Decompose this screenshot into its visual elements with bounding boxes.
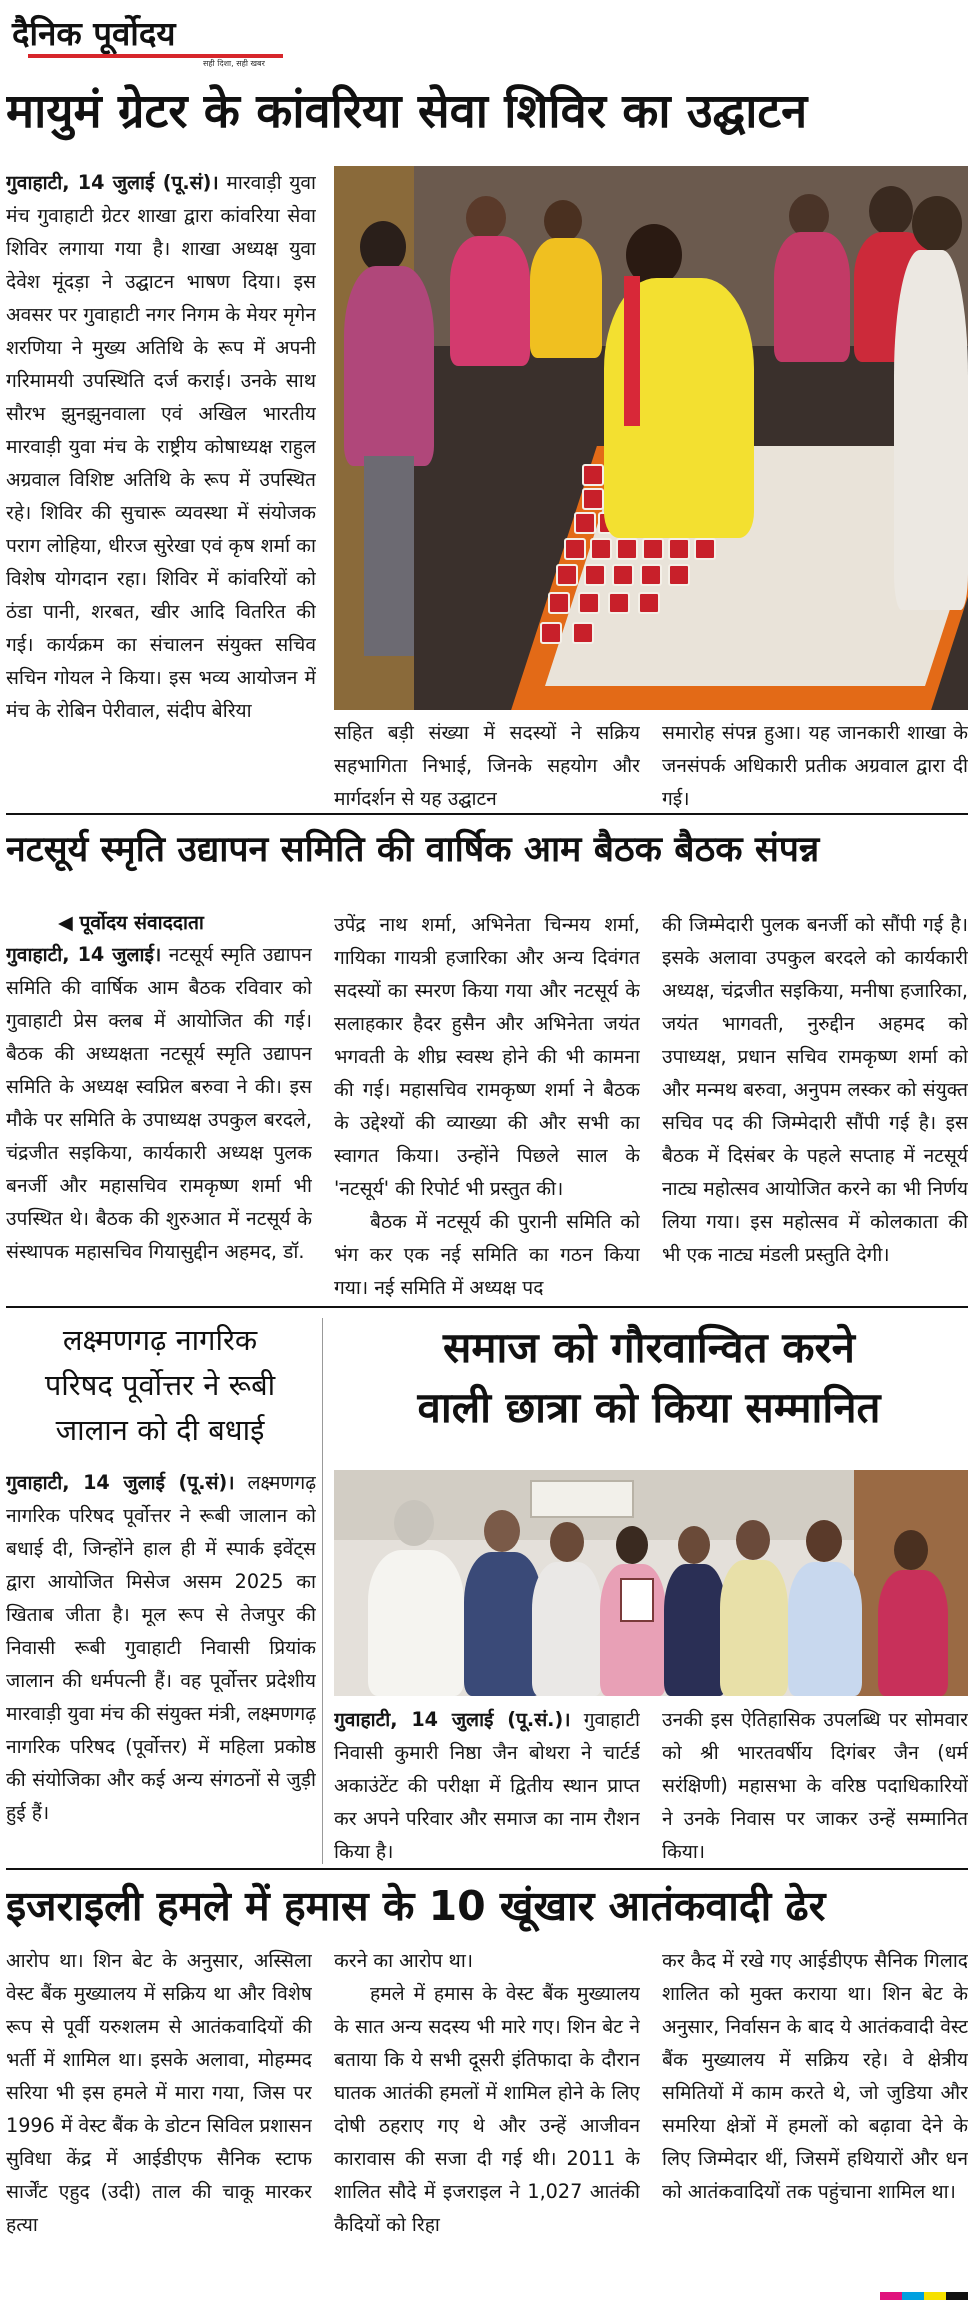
masthead-tagline: सही दिशा, सही खबर bbox=[203, 59, 265, 68]
story4-dateline: गुवाहाटी, 14 जुलाई (पू.सं.)। bbox=[334, 1708, 571, 1731]
story2-byline-text: पूर्वोदय संवाददाता bbox=[79, 911, 204, 934]
story2-col3: की जिम्मेदारी पुलक बनर्जी को सौंपी गई है। इसके अलावा उपकुल बरदले को कार्यकारी अध्यक्ष, चंद्रजीत सइकिया, मनीषा हजारिका, जयंत भागवती, नुरुद्दीन अहमद को उपाध्यक्ष, प्रधान सचिव रामकृष्ण शर्मा को और मन्मथ बरुवा, अनुपम लस्कर को संयुक्त सचिव पद की जिम्मेदारी सौंपी गई है। इस बैठक में दिसंबर के पहले सप्ताह में नटसूर्य नाट्य महोत्सव आयोजित करने का भी निर्णय लिया गया। इस महोत्सव में कोलकाता की भी एक नाट्य मंडली प्रस्तुति देगी। bbox=[662, 913, 968, 1266]
story5-col3: कर कैद में रखे गए आईडीएफ सैनिक गिलाद शालित को मुक्त कराया था। शिन बेट के अनुसार, निर्वासन के बाद ये आतंकवादी वेस्ट बैंक मुख्यालय में सक्रिय रहे। वे क्षेत्रीय समितियों में काम करते थे, जो जुडिया और समरिया क्षेत्रों में हमलों को बढ़ावा देने के लिए जिम्मेदार थीं, जिसमें हथियारों और धन को आतंकवादियों तक पहुंचाना शामिल था। bbox=[662, 1949, 968, 2203]
story5-headline: इजराइली हमले में हमास के 10 खूंखार आतंकवादी ढेर bbox=[6, 1882, 826, 1930]
story5-col1: आरोप था। शिन बेट के अनुसार, अस्सिला वेस्ट बैंक मुख्यालय में सक्रिय था और विशेष रूप से पूर्वी यरुशलम से आतंकवादियों की भर्ती में शामिल था। इसके अलावा, मोहम्मद सरिया भी इस हमले में मारा गया, जिस पर 1996 में वेस्ट बैंक के डोटन सिविल प्रशासन सुविधा केंद्र में आईडीएफ सैनिक स्टाफ सार्जेंट एहुद (उदी) ताल की चाकू मारकर हत्या bbox=[6, 1949, 312, 2236]
story5-col2 bbox=[334, 1944, 640, 2278]
story3-headline-line3: जालान को दी बधाई bbox=[55, 1413, 265, 1447]
divider bbox=[6, 813, 968, 815]
column-rule bbox=[322, 1318, 323, 1864]
story3-body-text: लक्ष्मणगढ़ नागरिक परिषद पूर्वोत्तर ने रूबी जालान को बधाई दी, जिन्होंने हाल ही में स्पार्क इवेंट्स द्वारा आयोजित मिसेज असम 2025 का खिताब जीता है। मूल रूप से तेजपुर की निवासी रूबी गुवाहाटी निवासी प्रियांक जालान की धर्मपत्नी हैं। वह पूर्वोत्तर प्रदेशीय मारवाड़ी युवा मंच की संयुक्त मंत्री, लक्ष्मणगढ़ नागरिक परिषद (पूर्वोत्तर) में महिला प्रकोष्ठ की संयोजिका और कई अन्य संगठनों से जुड़ी हुई हैं। bbox=[6, 1471, 316, 1824]
story2-col1-text: नटसूर्य स्मृति उद्यापन समिति की वार्षिक आम बैठक रविवार को गुवाहाटी प्रेस क्लब में आयोजित की गई। बैठक की अध्यक्षता नटसूर्य स्मृति उद्यापन समिति के अध्यक्ष स्वप्निल बरुवा ने की। इस मौके पर समिति के उपाध्यक्ष उपकुल बरदले, चंद्रजीत सइकिया, कार्यकारी अध्यक्ष पुलक बनर्जी और महासचिव रामकृष्ण शर्मा भी उपस्थित थे। बैठक की शुरुआत में नटसूर्य के संस्थापक महासचिव गियासुद्दीन अहमद, डॉ. bbox=[6, 943, 312, 1263]
registration-marks bbox=[880, 2292, 970, 2300]
caret-icon: ◀ bbox=[58, 911, 73, 934]
divider bbox=[6, 1306, 968, 1308]
story1-col1 bbox=[6, 166, 316, 806]
story3-headline-line1: लक्ष्मणगढ़ नागरिक bbox=[62, 1323, 258, 1357]
story3-body bbox=[6, 1466, 316, 1864]
story2-byline bbox=[58, 908, 318, 938]
story5-col2a: करने का आरोप था। bbox=[334, 1949, 474, 1972]
story2-col2a: उपेंद्र नाथ शर्मा, अभिनेता चिन्मय शर्मा, गायिका गायत्री हजारिका और अन्य दिवंगत सदस्यों का स्मरण किया गया और नटसूर्य के सलाहकार हैदर हुसैन और अभिनेता जयंत भगवती के शीघ्र स्वस्थ होने की भी कामना की गई। महासचिव रामकृष्ण शर्मा ने बैठक के उद्देश्यों की व्याख्या की और सभी का स्वागत किया। उन्होंने पिछले साल के 'नटसूर्य' की रिपोर्ट भी प्रस्तुत की। bbox=[334, 913, 640, 1200]
story4-col1 bbox=[334, 1703, 640, 1868]
story4-col1-text: गुवाहाटी निवासी कुमारी निष्ठा जैन बोथरा ने चार्टर्ड अकाउंटेंट की परीक्षा में द्वितीय स्थान प्राप्त कर अपने परिवार और समाज का नाम रौशन किया है। bbox=[334, 1708, 640, 1863]
story1-col2: सहित बड़ी संख्या में सदस्यों ने सक्रिय सहभागिता निभाई, जिनके सहयोग और मार्गदर्शन से यह उद्घाटन bbox=[334, 721, 640, 810]
story2-col2 bbox=[334, 908, 640, 1304]
divider bbox=[6, 1868, 968, 1870]
story1-headline: मायुमं ग्रेटर के कांवरिया सेवा शिविर का उद्घाटन bbox=[6, 84, 808, 139]
story4-headline bbox=[330, 1318, 968, 1438]
story3-dateline: गुवाहाटी, 14 जुलाई (पू.सं)। bbox=[6, 1471, 235, 1494]
masthead bbox=[8, 6, 298, 68]
story4-photo bbox=[334, 1470, 968, 1696]
story1-photo bbox=[334, 166, 968, 710]
story5-col2b: हमले में हमास के वेस्ट बैंक मुख्यालय के सात अन्य सदस्य भी मारे गए। शिन बेट ने बताया कि ये सभी दूसरी इंतिफादा के दौरान घातक आतंकी हमलों में शामिल होने के लिए दोषी ठहराए गए थे और उन्हें आजीवन कारावास की सजा दी गई थी। 2011 के शालित सौदे में इजराइल ने 1,027 आतंकी कैदियों को रिहा bbox=[334, 1982, 640, 2236]
story4-headline-line2: वाली छात्रा को किया सम्मानित bbox=[417, 1383, 881, 1432]
story2-col2b: बैठक में नटसूर्य की पुरानी समिति को भंग कर एक नई समिति का गठन किया गया। नई समिति में अध्यक्ष पद bbox=[334, 1210, 640, 1299]
masthead-name: दैनिक पूर्वोदय bbox=[12, 14, 176, 53]
story2-col1 bbox=[6, 938, 312, 1304]
story4-headline-line1: समाज को गौरवान्वित करने bbox=[443, 1323, 855, 1372]
story1-dateline: गुवाहाटी, 14 जुलाई (पू.सं)। bbox=[6, 171, 219, 194]
story4-col2: उनकी इस ऐतिहासिक उपलब्धि पर सोमवार को श्री भारतवर्षीय दिगंबर जैन (धर्म सरंक्षिणी) महासभा के वरिष्ठ पदाधिकारियों ने उनके निवास पर जाकर उन्हें सम्मानित किया। bbox=[662, 1708, 968, 1863]
story1-col1-text: मारवाड़ी युवा मंच गुवाहाटी ग्रेटर शाखा द्वारा कांवरिया सेवा शिविर लगाया गया है। शाखा अध्यक्ष युवा देवेश मूंदड़ा ने उद्घाटन भाषण दिया। इस अवसर पर गुवाहाटी नगर निगम के मेयर मृगेन शरणिया ने मुख्य अतिथि के रूप में अपनी गरिमामयी उपस्थिति दर्ज कराई। उनके साथ सौरभ झुनझुनवाला एवं अखिल भारतीय मारवाड़ी युवा मंच के राष्ट्रीय कोषाध्यक्ष राहुल अग्रवाल विशिष्ट अतिथि के रूप में उपस्थित रहे। शिविर की सुचारू व्यवस्था में संयोजक पराग लोहिया, धीरज सुरेखा एवं कृष शर्मा का विशेष योगदान रहा। शिविर में कांवरियों को ठंडा पानी, शरबत, खीर आदि वितरित की गई। कार्यक्रम का संचालन संयुक्त सचिव सचिन गोयल ने किया। इस भव्य आयोजन में मंच के रोबिन पेरीवाल, संदीप बेरिया bbox=[6, 171, 316, 722]
story3-headline bbox=[6, 1318, 314, 1453]
story3-headline-line2: परिषद पूर्वोत्तर ने रूबी bbox=[44, 1368, 276, 1402]
story2-headline: नटसूर्य स्मृति उद्यापन समिति की वार्षिक आम बैठक बैठक संपन्न bbox=[6, 829, 820, 870]
story2-dateline: गुवाहाटी, 14 जुलाई। bbox=[6, 943, 162, 966]
story1-col3: समारोह संपन्न हुआ। यह जानकारी शाखा के जनसंपर्क अधिकारी प्रतीक अग्रवाल द्वारा दी गई। bbox=[662, 721, 968, 810]
